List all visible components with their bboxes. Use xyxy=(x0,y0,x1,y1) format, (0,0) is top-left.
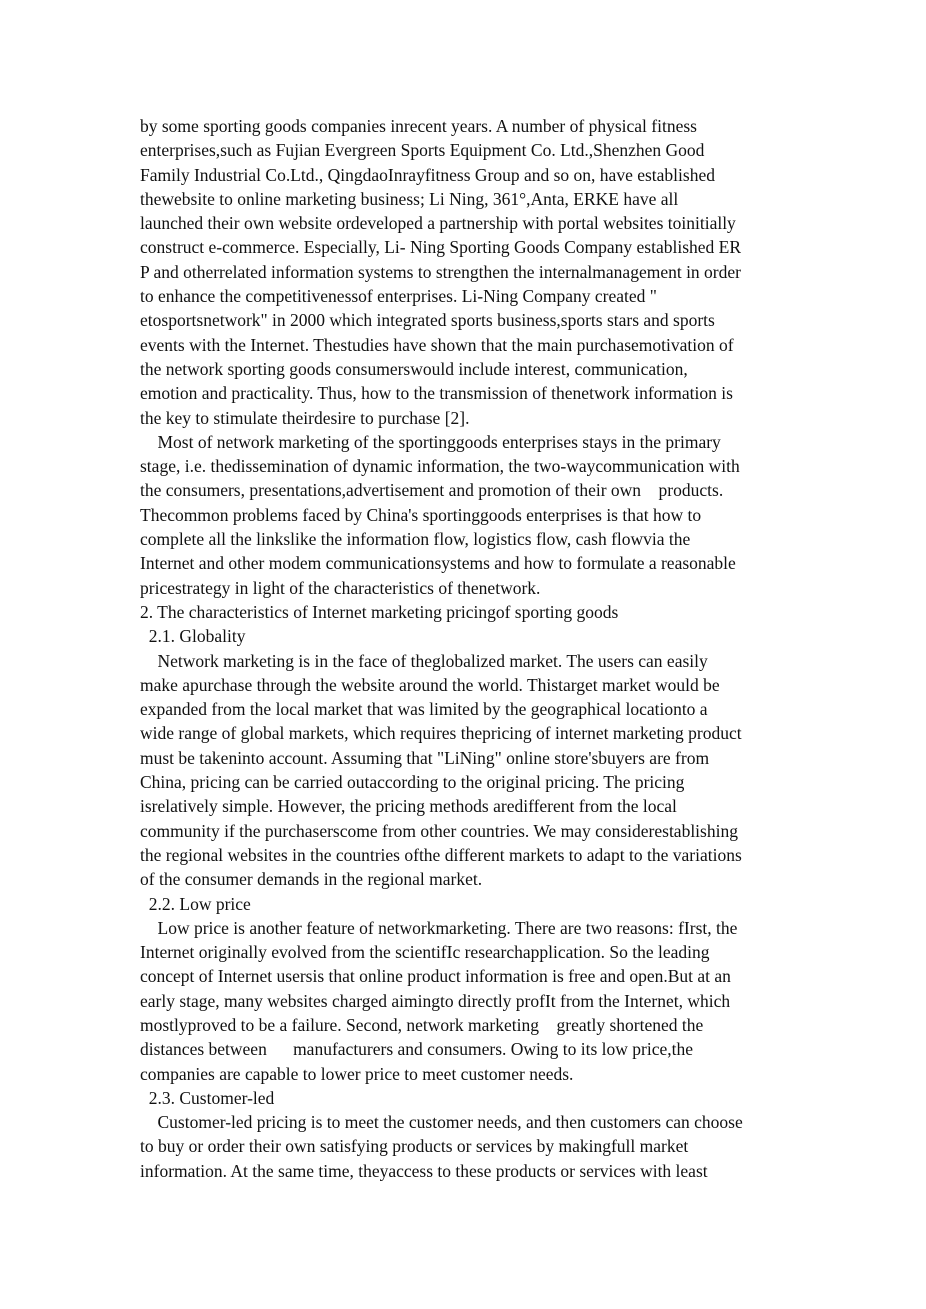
text-line: launched their own website ordeveloped a partnership with portal websites toinitially xyxy=(140,213,736,234)
text-line: companies are capable to lower price to meet customer needs. xyxy=(140,1063,574,1084)
text-line: distances between manufacturers and consumers. Owing to its low price,the xyxy=(140,1039,694,1060)
text-line: etosportsnetwork" in 2000 which integrated sports business,sports stars and sports xyxy=(140,310,715,331)
text-line: concept of Internet usersis that online product information is free and open.But at an xyxy=(140,966,731,987)
text-line: community if the purchaserscome from other countries. We may considerestablishing xyxy=(140,820,738,841)
text-line: mostlyproved to be a failure. Second, network marketing greatly shortened the xyxy=(140,1014,704,1035)
text-line: enterprises,such as Fujian Evergreen Sports Equipment Co. Ltd.,Shenzhen Good xyxy=(140,140,705,161)
text-line: 2. The characteristics of Internet marketing pricingof sporting goods xyxy=(140,601,619,622)
text-line: must be takeninto account. Assuming that "LiNing" online store'sbuyers are from xyxy=(140,747,710,768)
text-line: Family Industrial Co.Ltd., QingdaoInrayfitness Group and so on, have established xyxy=(140,164,715,185)
text-line: information. At the same time, theyaccess to these products or services with least xyxy=(140,1160,708,1181)
text-line: Thecommon problems faced by China's sportinggoods enterprises is that how to xyxy=(140,504,702,525)
text-line: Internet originally evolved from the scientifIc researchapplication. So the leading xyxy=(140,942,710,963)
text-line: complete all the linkslike the information flow, logistics flow, cash flowvia the xyxy=(140,529,691,550)
text-line: stage, i.e. thedissemination of dynamic information, the two-waycommunication with xyxy=(140,456,740,477)
text-line: pricestrategy in light of the characteristics of thenetwork. xyxy=(140,577,541,598)
text-line: wide range of global markets, which requires thepricing of internet marketing product xyxy=(140,723,742,744)
text-line: the key to stimulate theirdesire to purchase [2]. xyxy=(140,407,470,428)
text-line: early stage, many websites charged aimingto directly profIt from the Internet, which xyxy=(140,990,731,1011)
text-line: P and otherrelated information systems to strengthen the internalmanagement in order xyxy=(140,261,741,282)
text-line: Network marketing is in the face of theglobalized market. The users can easily xyxy=(140,650,708,671)
text-line: to enhance the competitivenessof enterprises. Li-Ning Company created " xyxy=(140,286,657,307)
text-line: Customer-led pricing is to meet the customer needs, and then customers can choose xyxy=(140,1112,743,1133)
text-line: the consumers, presentations,advertisement and promotion of their own products. xyxy=(140,480,724,501)
text-line: the regional websites in the countries ofthe different markets to adapt to the variations xyxy=(140,844,742,865)
text-line: by some sporting goods companies inrecent years. A number of physical fitness xyxy=(140,116,697,136)
text-line: construct e-commerce. Especially, Li- Ning Sporting Goods Company established ER xyxy=(140,237,742,258)
text-line: Low price is another feature of networkmarketing. There are two reasons: fIrst, the xyxy=(140,917,738,938)
text-line: 2.2. Low price xyxy=(140,893,251,914)
text-line: Internet and other modem communicationsystems and how to formulate a reasonable xyxy=(140,553,736,574)
text-line: Most of network marketing of the sportinggoods enterprises stays in the primary xyxy=(140,431,721,452)
text-line: to buy or order their own satisfying products or services by makingfull market xyxy=(140,1136,689,1157)
text-line: 2.1. Globality xyxy=(140,626,246,647)
text-line: make apurchase through the website around the world. Thistarget market would be xyxy=(140,674,720,695)
text-line: emotion and practicality. Thus, how to the transmission of thenetwork information is xyxy=(140,383,733,404)
text-line: of the consumer demands in the regional market. xyxy=(140,869,483,890)
text-line: the network sporting goods consumerswould include interest, communication, xyxy=(140,358,688,379)
text-line: expanded from the local market that was limited by the geographical locationto a xyxy=(140,699,708,720)
text-line: thewebsite to online marketing business; Li Ning, 361°,Anta, ERKE have all xyxy=(140,188,679,209)
text-line: events with the Internet. Thestudies have shown that the main purchasemotivation of xyxy=(140,334,734,355)
text-line: isrelatively simple. However, the pricing methods aredifferent from the local xyxy=(140,796,677,817)
text-line: 2.3. Customer-led xyxy=(140,1087,275,1108)
text-line: China, pricing can be carried outaccording to the original pricing. The pricing xyxy=(140,772,685,793)
body-text xyxy=(140,114,790,1183)
